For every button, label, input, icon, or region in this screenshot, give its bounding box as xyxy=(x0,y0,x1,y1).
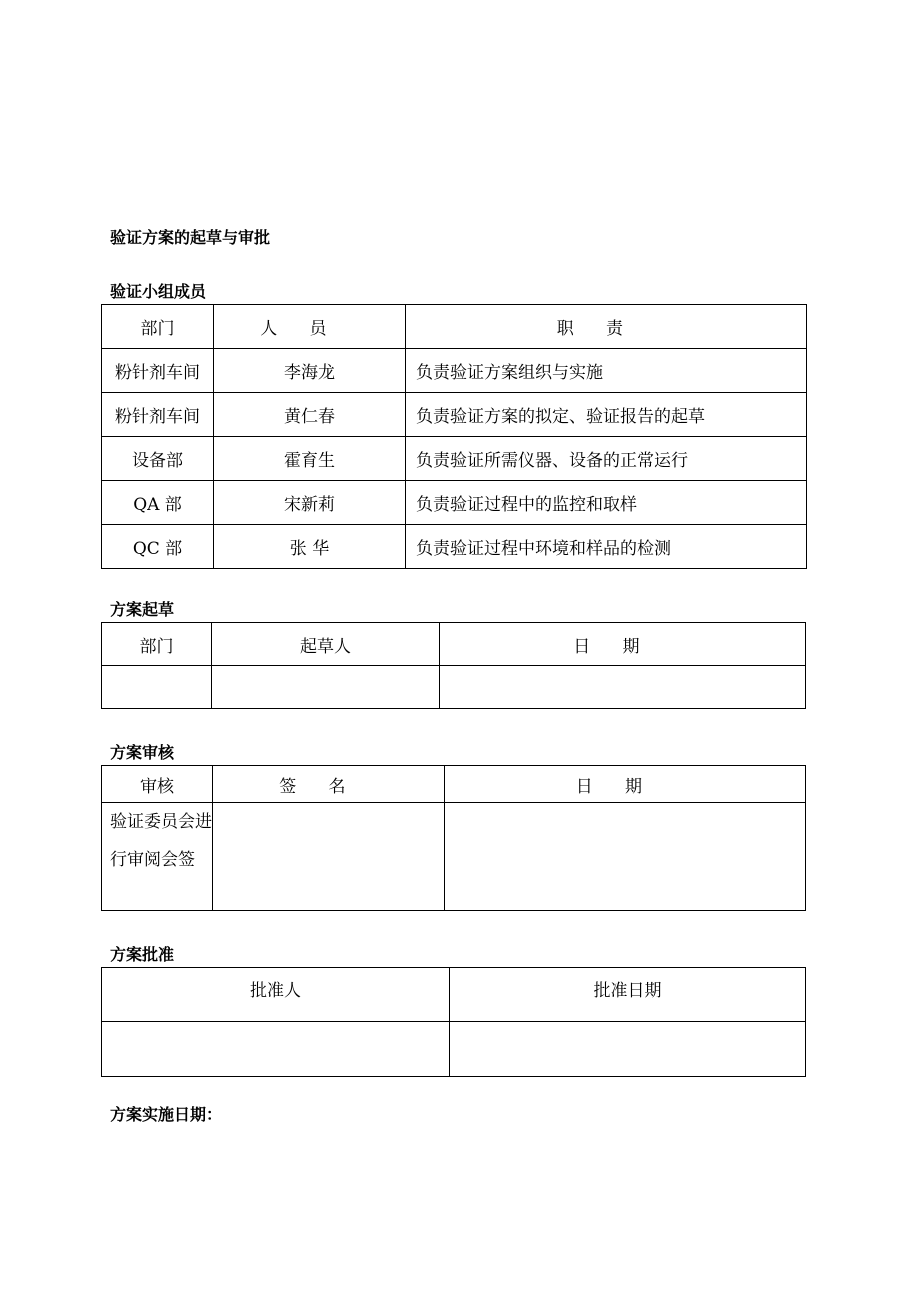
drafting-heading: 方案起草 xyxy=(110,600,175,619)
member-dept: 设备部 xyxy=(102,437,214,481)
approval-header-row xyxy=(102,968,806,1022)
member-person: 宋新莉 xyxy=(214,481,406,525)
header-date-label: 日期 xyxy=(575,776,675,797)
table-row xyxy=(102,349,807,393)
member-person: 李海龙 xyxy=(214,349,406,393)
member-person: 黄仁春 xyxy=(214,393,406,437)
approval-entry-row xyxy=(102,1022,806,1077)
table-row xyxy=(102,393,807,437)
member-duty: 负责验证方案组织与实施 xyxy=(406,349,807,393)
drafting-entry-row xyxy=(102,666,806,709)
header-department: 部门 xyxy=(102,623,212,666)
header-person xyxy=(214,305,406,349)
header-approver: 批准人 xyxy=(102,968,450,1022)
drafting-header-row xyxy=(102,623,806,666)
member-person: 霍育生 xyxy=(214,437,406,481)
review-header-row xyxy=(102,766,806,803)
review-committee-label: 验证委员会进行审阅会签 xyxy=(102,803,213,911)
review-signature-cell xyxy=(213,803,445,911)
drafting-table xyxy=(101,622,806,709)
members-header-row xyxy=(102,305,807,349)
header-review: 审核 xyxy=(102,766,213,803)
header-duty xyxy=(406,305,807,349)
header-drafter: 起草人 xyxy=(212,623,440,666)
header-date xyxy=(445,766,806,803)
header-approval-date: 批准日期 xyxy=(450,968,806,1022)
approval-date-cell xyxy=(450,1022,806,1077)
table-row xyxy=(102,481,807,525)
review-heading: 方案审核 xyxy=(110,743,175,762)
member-dept: 粉针剂车间 xyxy=(102,393,214,437)
member-duty: 负责验证方案的拟定、验证报告的起草 xyxy=(406,393,807,437)
document-title: 验证方案的起草与审批 xyxy=(110,228,271,247)
table-row xyxy=(102,525,807,569)
header-department: 部门 xyxy=(102,305,214,349)
drafting-dept-cell xyxy=(102,666,212,709)
header-duty-label: 职责 xyxy=(556,319,656,339)
approval-table xyxy=(101,967,806,1077)
header-signature-label: 签名 xyxy=(279,776,378,797)
approval-heading: 方案批准 xyxy=(110,945,175,964)
members-table xyxy=(101,304,807,569)
review-date-cell xyxy=(445,803,806,911)
header-date xyxy=(440,623,806,666)
member-dept: QC 部 xyxy=(102,525,214,569)
member-person: 张 华 xyxy=(214,525,406,569)
drafting-drafter-cell xyxy=(212,666,440,709)
review-entry-row xyxy=(102,803,806,911)
header-signature xyxy=(213,766,445,803)
member-dept: QA 部 xyxy=(102,481,214,525)
implementation-date-label: 方案实施日期： xyxy=(110,1105,223,1124)
approval-approver-cell xyxy=(102,1022,450,1077)
header-person-label: 人员 xyxy=(260,319,359,339)
member-duty: 负责验证过程中的监控和取样 xyxy=(406,481,807,525)
member-duty: 负责验证所需仪器、设备的正常运行 xyxy=(406,437,807,481)
review-table xyxy=(101,765,806,911)
header-date-label: 日期 xyxy=(573,636,672,657)
member-duty: 负责验证过程中环境和样品的检测 xyxy=(406,525,807,569)
table-row xyxy=(102,437,807,481)
members-heading: 验证小组成员 xyxy=(110,282,207,301)
member-dept: 粉针剂车间 xyxy=(102,349,214,393)
drafting-date-cell xyxy=(440,666,806,709)
